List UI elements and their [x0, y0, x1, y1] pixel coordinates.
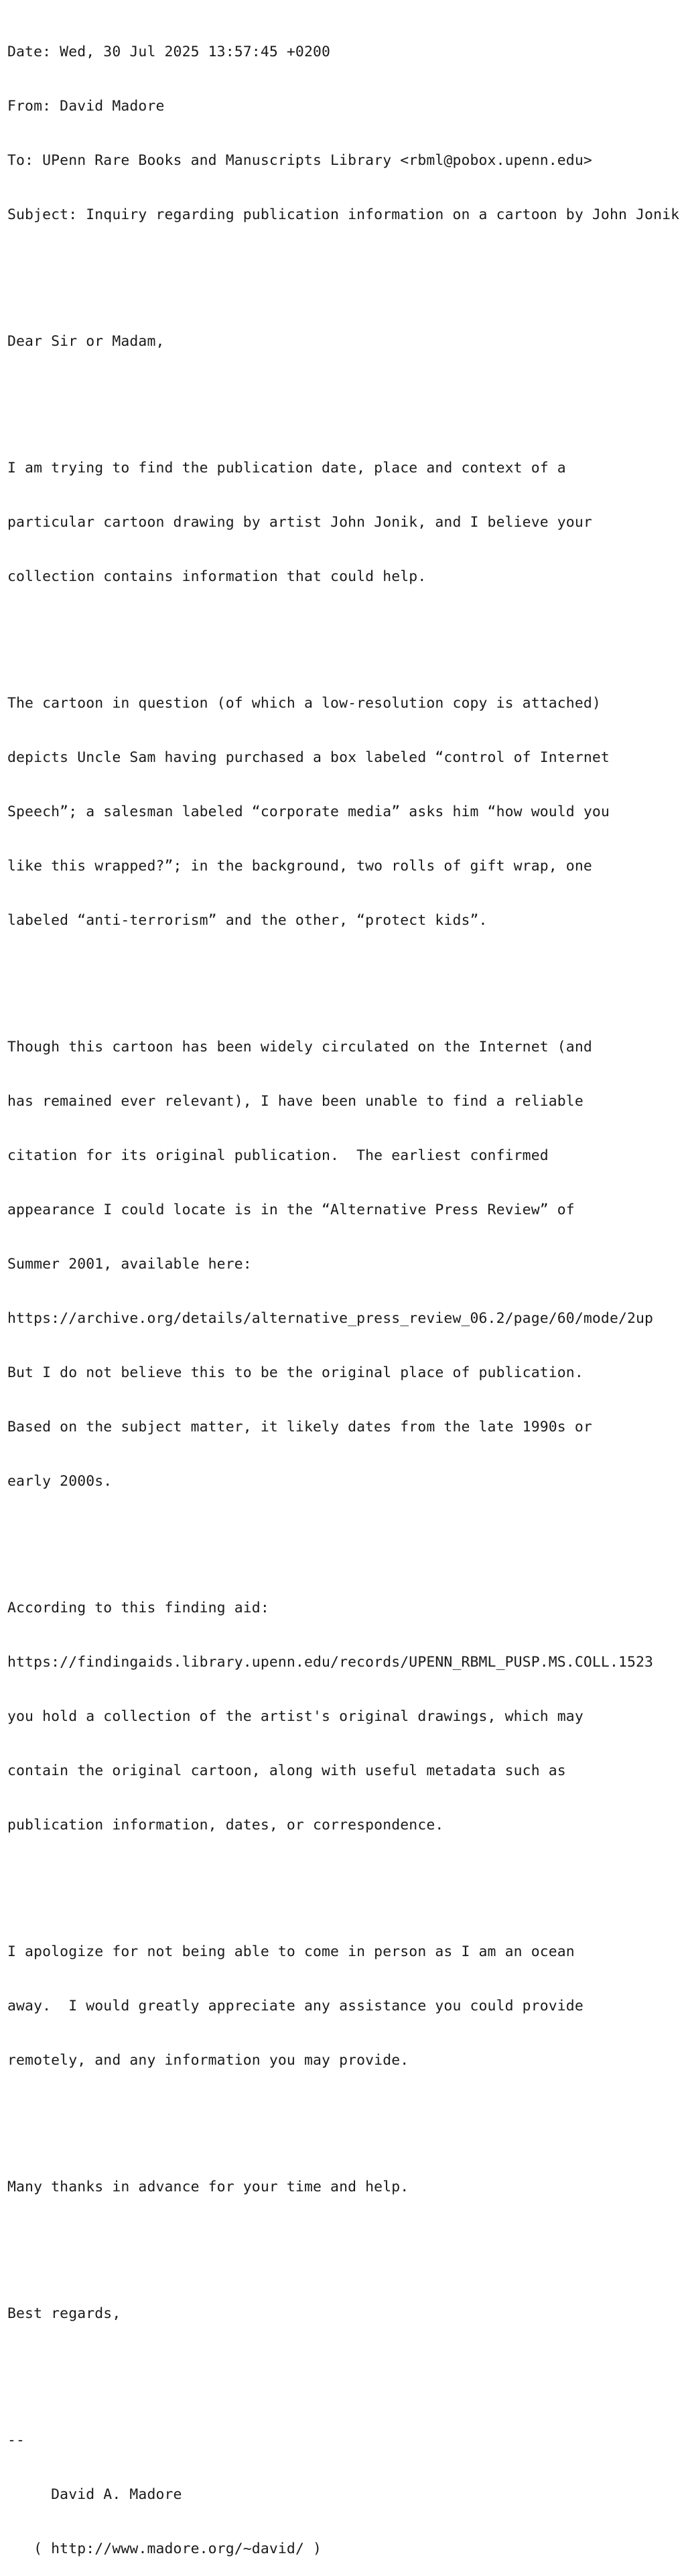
blank-line [7, 2106, 683, 2124]
paragraph-line: early 2000s. [7, 1473, 113, 1490]
paragraph-line: contain the original cartoon, along with useful metadata such as [7, 1762, 566, 1779]
paragraph-line: citation for its original publication. The earliest confirmed [7, 1147, 549, 1164]
blank-line [7, 1527, 683, 1545]
email-message [7, 7, 683, 2576]
to-header: To: UPenn Rare Books and Manuscripts Library <rbml@pobox.upenn.edu> [7, 152, 592, 169]
paragraph-line: Based on the subject matter, it likely dates from the late 1990s or [7, 1419, 592, 1435]
paragraph-line: remotely, and any information you may provide. [7, 2052, 409, 2069]
blank-line [7, 387, 683, 405]
paragraph-line: appearance I could locate is in the “Alternative Press Review” of [7, 1202, 575, 1218]
paragraph-line: According to this finding aid: [7, 1600, 269, 1616]
paragraph-line: labeled “anti-terrorism” and the other, “protect kids”. [7, 912, 488, 929]
signature-paren-close: ) [303, 2540, 322, 2557]
paragraph-line: like this wrapped?”; in the background, two rolls of gift wrap, one [7, 858, 592, 875]
paragraph-line: has remained ever relevant), I have been unable to find a reliable [7, 1093, 584, 1110]
paragraph-line: I am trying to find the publication date, place and context of a [7, 460, 566, 476]
from-header: From: David Madore [7, 98, 165, 115]
paragraph-line: collection contains information that could help. [7, 568, 427, 585]
finding-aid-link[interactable]: https://findingaids.library.upenn.edu/records/UPENN_RBML_PUSP.MS.COLL.1523 [7, 1654, 654, 1671]
paragraph-line: particular cartoon drawing by artist John Jonik, and I believe your [7, 514, 592, 531]
blank-line [7, 622, 683, 640]
blank-line [7, 2359, 683, 2377]
paragraph-line: I apologize for not being able to come in person as I am an ocean [7, 1943, 575, 1960]
date-header: Date: Wed, 30 Jul 2025 13:57:45 +0200 [7, 44, 331, 60]
paragraph-line: Summer 2001, available here: [7, 1256, 252, 1273]
closing-line: Best regards, [7, 2305, 121, 2322]
blank-line [7, 1870, 683, 1888]
homepage-link[interactable]: http://www.madore.org/~david/ [51, 2540, 304, 2557]
signature-url-line [7, 2540, 683, 2558]
paragraph-line: The cartoon in question (of which a low-resolution copy is attached) [7, 695, 601, 712]
signature-separator: -- [7, 2432, 25, 2449]
paragraph-line: Though this cartoon has been widely circulated on the Internet (and [7, 1039, 592, 1055]
blank-line [7, 966, 683, 984]
signature-name: David A. Madore [7, 2486, 182, 2503]
blank-line [7, 260, 683, 278]
paragraph-line: publication information, dates, or correspondence. [7, 1817, 444, 1833]
greeting: Dear Sir or Madam, [7, 333, 165, 350]
paragraph-line: away. I would greatly appreciate any assistance you could provide [7, 1998, 584, 2014]
paragraph-line: But I do not believe this to be the original place of publication. [7, 1364, 584, 1381]
thanks-line: Many thanks in advance for your time and help. [7, 2179, 409, 2195]
blank-line [7, 2232, 683, 2250]
signature-paren-open: ( [7, 2540, 52, 2557]
subject-header: Subject: Inquiry regarding publication information on a cartoon by John Jonik [7, 206, 680, 223]
paragraph-line: Speech”; a salesman labeled “corporate media” asks him “how would you [7, 803, 610, 820]
archive-link[interactable]: https://archive.org/details/alternative_press_review_06.2/page/60/mode/2up [7, 1310, 654, 1327]
paragraph-line: you hold a collection of the artist's original drawings, which may [7, 1708, 584, 1725]
paragraph-line: depicts Uncle Sam having purchased a box labeled “control of Internet [7, 749, 610, 766]
